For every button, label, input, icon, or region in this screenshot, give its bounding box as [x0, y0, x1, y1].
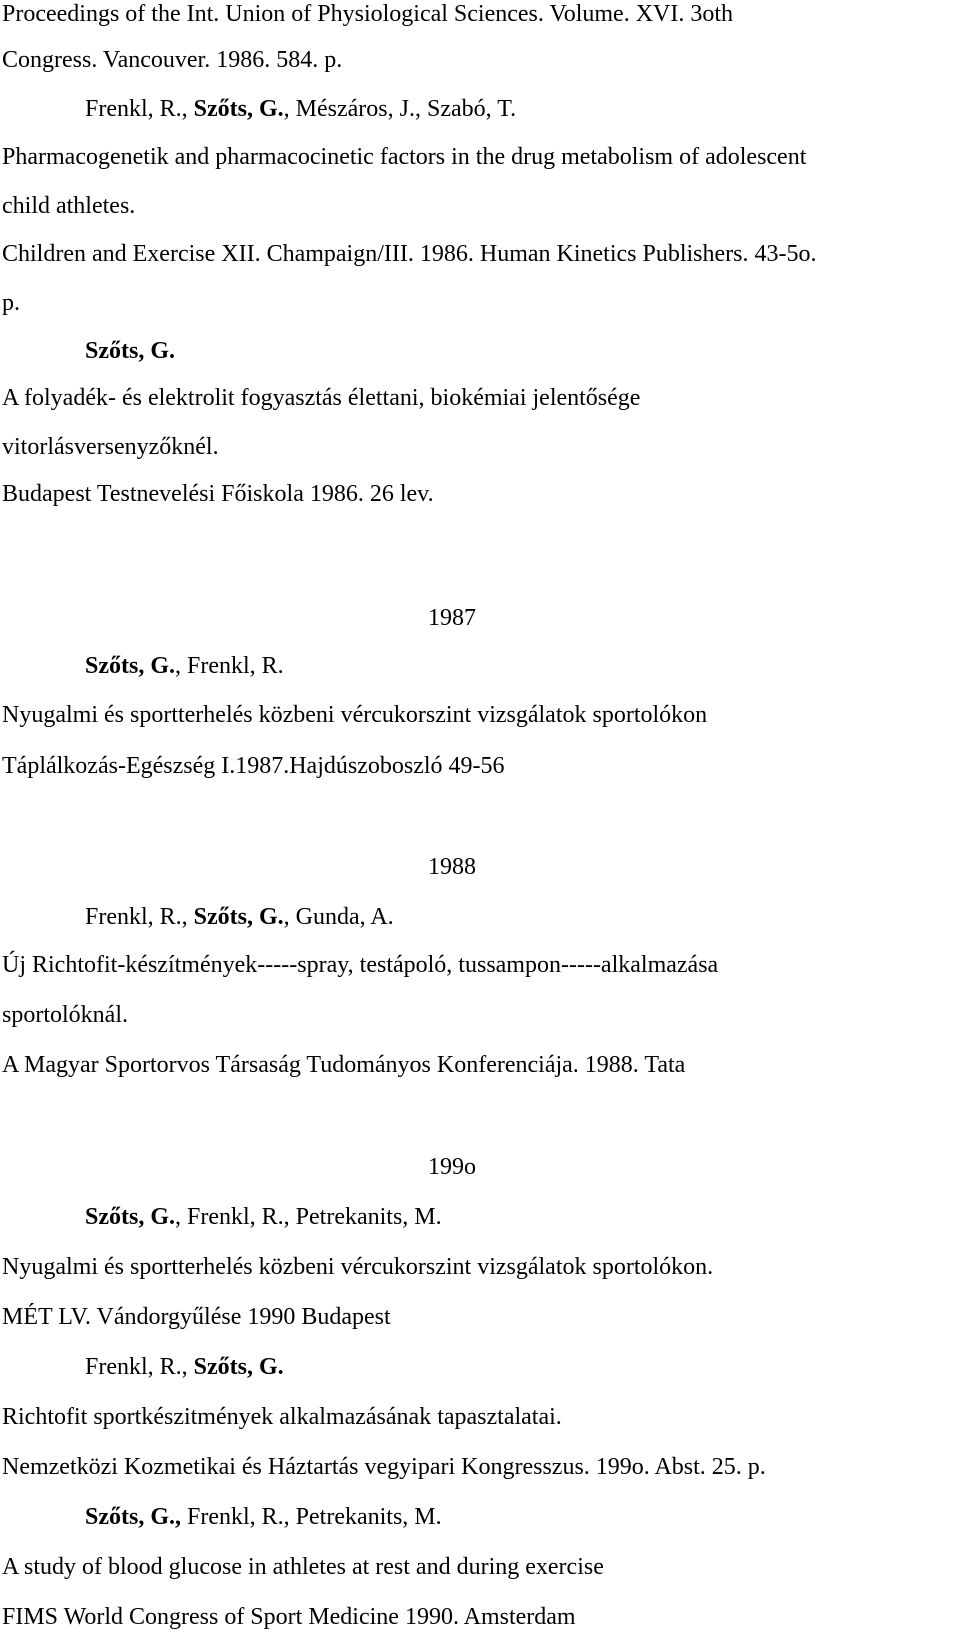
- entry-title: child athletes.: [2, 193, 136, 219]
- author-name: , Frenkl, R., Petrekanits, M.: [175, 1204, 442, 1230]
- author-name: Frenkl, R.,: [85, 1354, 194, 1380]
- entry-venue: FIMS World Congress of Sport Medicine 1990. Amsterdam: [2, 1604, 576, 1630]
- entry-venue: Proceedings of the Int. Union of Physiological Sciences. Volume. XVI. 3oth: [2, 1, 734, 27]
- author-name: , Mészáros, J., Szabó, T.: [283, 96, 517, 122]
- entry-authors: [85, 1353, 284, 1381]
- author-name: , Gunda, A.: [283, 904, 394, 930]
- year-heading: 199o: [428, 1154, 476, 1180]
- author-name-bold: Szőts, G.,: [85, 1504, 181, 1530]
- entry-venue: Budapest Testnevelési Főiskola 1986. 26 lev.: [2, 481, 434, 507]
- entry-title: vitorlásversenyzőknél.: [2, 434, 219, 460]
- entry-venue: Táplálkozás-Egészség I.1987.Hajdúszoboszló 49-56: [2, 753, 505, 779]
- author-name: Frenkl, R., Petrekanits, M.: [181, 1504, 442, 1530]
- entry-authors: [85, 95, 516, 123]
- entry-title: Nyugalmi és sportterhelés közbeni vércukorszint vizsgálatok sportolókon.: [2, 1254, 714, 1280]
- author-name-bold: Szőts, G.: [85, 338, 175, 364]
- year-heading: 1988: [428, 854, 476, 880]
- entry-venue: Nemzetközi Kozmetikai és Háztartás vegyipari Kongresszus. 199o. Abst. 25. p.: [2, 1454, 766, 1480]
- author-name: Frenkl, R.,: [85, 904, 194, 930]
- entry-title: Richtofit sportkészitmények alkalmazásának tapasztalatai.: [2, 1404, 562, 1430]
- author-name-bold: Szőts, G.: [85, 653, 175, 679]
- entry-title: sportolóknál.: [2, 1002, 128, 1028]
- entry-title: Pharmacogenetik and pharmacocinetic factors in the drug metabolism of adolescent: [2, 144, 807, 170]
- entry-venue: p.: [2, 290, 20, 316]
- entry-venue: MÉT LV. Vándorgyűlése 1990 Budapest: [2, 1304, 391, 1330]
- entry-venue: Congress. Vancouver. 1986. 584. p.: [2, 47, 343, 73]
- entry-authors: [85, 337, 175, 365]
- entry-authors: [85, 652, 284, 680]
- entry-venue: A Magyar Sportorvos Társaság Tudományos Konferenciája. 1988. Tata: [2, 1052, 686, 1078]
- entry-authors: [85, 903, 394, 931]
- year-heading: 1987: [428, 605, 476, 631]
- entry-title: A study of blood glucose in athletes at rest and during exercise: [2, 1554, 604, 1580]
- entry-authors: [85, 1503, 442, 1531]
- author-name-bold: Szőts, G.: [85, 1204, 175, 1230]
- entry-authors: [85, 1203, 442, 1231]
- author-name-bold: Szőts, G.: [193, 904, 284, 930]
- entry-title: Nyugalmi és sportterhelés közbeni vércukorszint vizsgálatok sportolókon: [2, 702, 708, 728]
- entry-title: A folyadék- és elektrolit fogyasztás élettani, biokémiai jelentősége: [2, 385, 641, 411]
- entry-title: Új Richtofit-készítmények-----spray, testápoló, tussampon-----alkalmazása: [2, 952, 719, 978]
- author-name-bold: Szőts, G.: [193, 96, 284, 122]
- author-name: Frenkl, R.,: [85, 96, 194, 122]
- author-name-bold: Szőts, G.: [193, 1354, 284, 1380]
- author-name: , Frenkl, R.: [175, 653, 284, 679]
- entry-venue: Children and Exercise XII. Champaign/III. 1986. Human Kinetics Publishers. 43-5o.: [2, 241, 817, 267]
